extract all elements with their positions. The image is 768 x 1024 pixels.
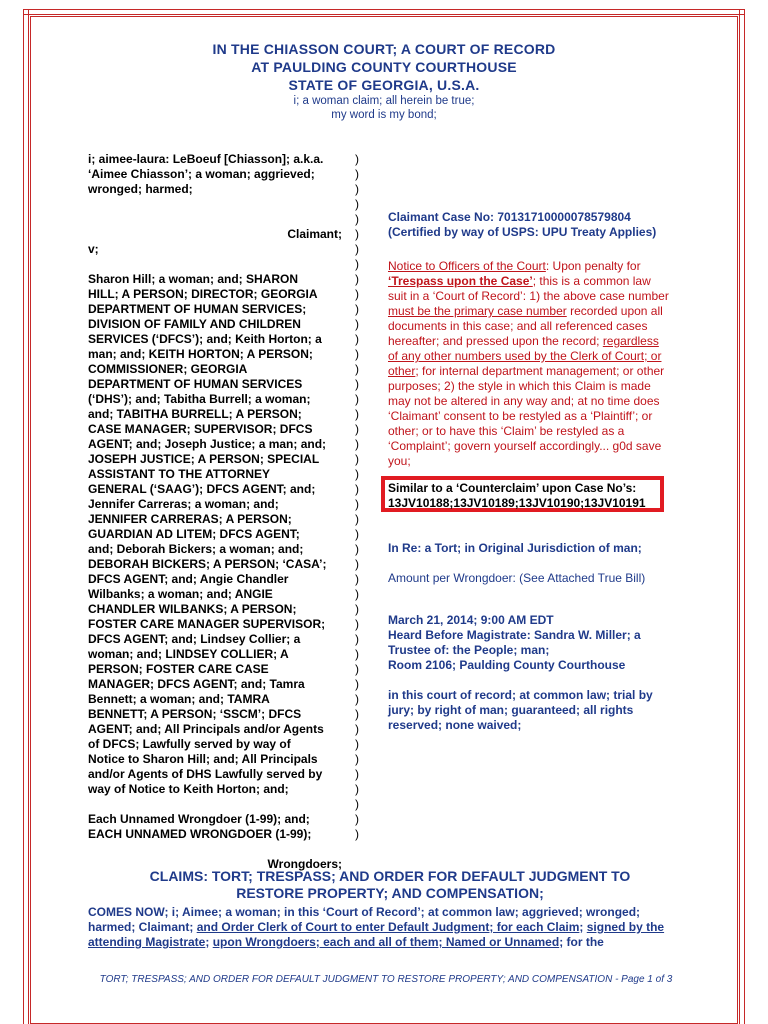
hearing-section — [388, 613, 673, 733]
notice-trespass: ‘Trespass upon the Case’ — [388, 274, 533, 288]
claimant-label: Claimant; — [287, 227, 342, 241]
paren-mark: ) — [355, 797, 359, 811]
paren-mark: ) — [355, 467, 359, 481]
comes-now-text: ; — [205, 935, 213, 949]
counterclaim-text — [388, 481, 678, 511]
paren-mark: ) — [355, 227, 359, 241]
paren-mark: ) — [355, 617, 359, 631]
amount-line: Amount per Wrongdoer: (See Attached True Bill) — [388, 571, 646, 585]
wrongdoer-line: GUARDIAN AD LITEM; DFCS AGENT; — [88, 527, 300, 541]
wrongdoer-line: Bennett; a woman; and; TAMRA — [88, 692, 270, 706]
comes-now-text: COMES NOW; i; Aimee; a woman; in this ‘Court of Record’; at common law; aggrieved; wronged; harmed; Claimant; — [88, 905, 641, 934]
wrongdoer-line: GENERAL (‘SAAG’); DFCS AGENT; and; — [88, 482, 316, 496]
wrongdoer-line: and/or Agents of DHS Lawfully served by — [88, 767, 323, 781]
hearing-trustee: Trustee of: the People; man; — [388, 643, 550, 657]
notice-emphasis: must be the primary case number — [388, 304, 567, 318]
paren-mark: ) — [355, 482, 359, 496]
paren-mark: ) — [355, 767, 359, 781]
wrongdoer-line: COMMISSIONER; GEORGIA — [88, 362, 248, 376]
notice-text: : Upon penalty for — [545, 259, 641, 273]
wrongdoer-line: AGENT; and; Joseph Justice; a man; and; — [88, 437, 327, 451]
claims-title-line-1: CLAIMS: TORT; TRESPASS; AND ORDER FOR DEFAULT JUDGMENT TO — [149, 868, 631, 884]
paren-mark: ) — [355, 452, 359, 466]
wrongdoer-line: BENNETT; A PERSON; ‘SSCM’; DFCS — [88, 707, 302, 721]
wrongdoers-label: Wrongdoers; — [267, 857, 342, 871]
hearing-room: Room 2106; Paulding County Courthouse — [388, 658, 626, 672]
paren-mark: ) — [355, 542, 359, 556]
court-title-line-1: IN THE CHIASSON COURT; A COURT OF RECORD — [212, 41, 556, 57]
comes-now-emphasis: and Order Clerk of Court to enter Default Judgment; for each Claim — [196, 920, 580, 934]
top-border — [23, 9, 745, 15]
wrongdoer-line: of DFCS; Lawfully served by way of — [88, 737, 291, 751]
wrongdoer-line: man; and; KEITH HORTON; A PERSON; — [88, 347, 313, 361]
wrongdoer-line: Wilbanks; a woman; and; ANGIE — [88, 587, 273, 601]
paren-mark: ) — [355, 722, 359, 736]
notice-text: recorded upon all documents in this case; and all referenced cases hereafter; and pressed upon the record; — [388, 304, 663, 348]
notice-text: ; for internal department management; or other purposes; 2) the style in which this Claim is made may not be altered in any way and; at no time does ‘Claimant’ consent to be restyled as a ‘Plaintiff’; or other; or to have this ‘Claim’ be restyled as a ‘Complaint’; govern yourself accordingly... g0d save you; — [388, 364, 665, 468]
counterclaim-line-2: 13JV10188;13JV10189;13JV10190;13JV10191 — [388, 496, 646, 510]
wrongdoer-line: MANAGER; DFCS AGENT; and; Tamra — [88, 677, 305, 691]
wrongdoer-line: JOSEPH JUSTICE; A PERSON; SPECIAL — [88, 452, 320, 466]
court-subtitle-line-1: i; a woman claim; all herein be true; — [293, 95, 475, 107]
wrongdoer-line: JENNIFER CARRERAS; A PERSON; — [88, 512, 292, 526]
paren-mark: ) — [355, 362, 359, 376]
unnamed-line: Each Unnamed Wrongdoer (1-99); and; — [88, 812, 310, 826]
hearing-rights: in this court of record; at common law; trial by jury; by right of man; guaranteed; all rights reserved; none waived; — [388, 688, 653, 732]
paren-mark: ) — [355, 347, 359, 361]
paren-mark: ) — [355, 527, 359, 541]
claimant-line: wronged; harmed; — [88, 182, 193, 196]
paren-mark: ) — [355, 182, 359, 196]
paren-mark: ) — [355, 422, 359, 436]
paren-mark: ) — [355, 272, 359, 286]
versus-label: v; — [88, 242, 99, 256]
paren-mark: ) — [355, 287, 359, 301]
wrongdoer-line: CASE MANAGER; SUPERVISOR; DFCS — [88, 422, 313, 436]
left-border — [23, 9, 29, 1024]
wrongdoer-line: Jennifer Carreras; a woman; and; — [88, 497, 279, 511]
in-re-line: In Re: a Tort; in Original Jurisdiction of man; — [388, 541, 642, 555]
wrongdoer-line: Sharon Hill; a woman; and; SHARON — [88, 272, 299, 286]
case-info-column — [388, 210, 678, 469]
counterclaim-line-1: Similar to a ‘Counterclaim’ upon Case No’s: — [388, 481, 637, 495]
claims-title — [80, 868, 700, 902]
paren-mark: ) — [355, 737, 359, 751]
notice-emphasis: regardless of any other numbers used by the Clerk of Court; or other — [388, 334, 662, 378]
paren-mark: ) — [355, 242, 359, 256]
wrongdoer-line: PERSON; FOSTER CARE CASE — [88, 662, 269, 676]
paren-mark: ) — [355, 812, 359, 826]
comes-now-emphasis: upon Wrongdoers; each and all of them; Named or Unnamed — [212, 935, 560, 949]
paren-mark: ) — [355, 782, 359, 796]
paren-mark: ) — [355, 302, 359, 316]
certified-note: (Certified by way of USPS: UPU Treaty Applies) — [388, 225, 657, 239]
paren-mark: ) — [355, 257, 359, 271]
wrongdoer-line: Notice to Sharon Hill; and; All Principals — [88, 752, 318, 766]
paren-mark: ) — [355, 497, 359, 511]
paren-mark: ) — [355, 827, 359, 841]
comes-now-text: ; for the — [559, 935, 604, 949]
paren-mark: ) — [355, 632, 359, 646]
wrongdoer-line: AGENT; and; All Principals and/or Agents — [88, 722, 324, 736]
wrongdoer-line: DEPARTMENT OF HUMAN SERVICES — [88, 377, 303, 391]
paren-mark: ) — [355, 677, 359, 691]
paren-column — [355, 152, 365, 842]
paren-mark: ) — [355, 692, 359, 706]
paren-mark: ) — [355, 377, 359, 391]
wrongdoer-line: way of Notice to Keith Horton; and; — [88, 782, 289, 796]
paren-mark: ) — [355, 167, 359, 181]
claimant-line: ‘Aimee Chiasson’; a woman; aggrieved; — [88, 167, 315, 181]
wrongdoer-line: HILL; A PERSON; DIRECTOR; GEORGIA — [88, 287, 318, 301]
wrongdoer-line: DFCS AGENT; and; Angie Chandler — [88, 572, 289, 586]
paren-mark: ) — [355, 602, 359, 616]
paren-mark: ) — [355, 557, 359, 571]
wrongdoer-line: (‘DHS’); and; Tabitha Burrell; a woman; — [88, 392, 311, 406]
court-title-line-3: STATE OF GEORGIA, U.S.A. — [288, 77, 480, 93]
paren-mark: ) — [355, 512, 359, 526]
paren-mark: ) — [355, 152, 359, 166]
wrongdoer-line: SERVICES (‘DFCS’); and; Keith Horton; a — [88, 332, 322, 346]
notice-text: ; this is a common law suit in a ‘Court of Record’: 1) the above case number — [388, 274, 669, 303]
case-number: Claimant Case No: 70131710000078579804 — [388, 210, 631, 224]
wrongdoer-line: and; TABITHA BURRELL; A PERSON; — [88, 407, 302, 421]
comes-now-emphasis: signed by the attending Magistrate — [88, 920, 665, 949]
paren-mark: ) — [355, 197, 359, 211]
paren-mark: ) — [355, 707, 359, 721]
paren-mark: ) — [355, 392, 359, 406]
paren-mark: ) — [355, 587, 359, 601]
comes-now-text: ; — [579, 920, 587, 934]
notice-title: Notice to Officers of the Court — [388, 259, 546, 273]
right-border — [739, 9, 745, 1024]
paren-mark: ) — [355, 437, 359, 451]
paren-mark: ) — [355, 662, 359, 676]
comes-now-paragraph — [88, 905, 688, 950]
paren-mark: ) — [355, 332, 359, 346]
page-footer: TORT; TRESPASS; AND ORDER FOR DEFAULT JUDGMENT TO RESTORE PROPERTY; AND COMPENSATION - Page 1 of 3 — [99, 974, 673, 985]
claims-title-line-2: RESTORE PROPERTY; AND COMPENSATION; — [236, 885, 544, 901]
wrongdoer-line: DEBORAH BICKERS; A PERSON; ‘CASA’; — [88, 557, 327, 571]
wrongdoer-line: DEPARTMENT OF HUMAN SERVICES; — [88, 302, 307, 316]
wrongdoer-line: DIVISION OF FAMILY AND CHILDREN — [88, 317, 301, 331]
wrongdoer-line: woman; and; LINDSEY COLLIER; A — [88, 647, 289, 661]
paren-mark: ) — [355, 212, 359, 226]
unnamed-line: EACH UNNAMED WRONGDOER (1-99); — [88, 827, 312, 841]
paren-mark: ) — [355, 752, 359, 766]
court-header — [36, 40, 732, 122]
wrongdoer-line: DFCS AGENT; and; Lindsey Collier; a — [88, 632, 301, 646]
notice-paragraph — [388, 259, 670, 469]
wrongdoer-line: FOSTER CARE MANAGER SUPERVISOR; — [88, 617, 326, 631]
hearing-date: March 21, 2014; 9:00 AM EDT — [388, 613, 554, 627]
court-subtitle-line-2: my word is my bond; — [331, 109, 437, 121]
wrongdoer-list — [88, 272, 350, 797]
paren-mark: ) — [355, 407, 359, 421]
paren-mark: ) — [355, 317, 359, 331]
wrongdoer-line: CHANDLER WILBANKS; A PERSON; — [88, 602, 297, 616]
court-title-line-2: AT PAULDING COUNTY COURTHOUSE — [251, 59, 517, 75]
wrongdoer-line: and; Deborah Bickers; a woman; and; — [88, 542, 304, 556]
paren-mark: ) — [355, 647, 359, 661]
parties-column — [88, 152, 350, 872]
hearing-magistrate: Heard Before Magistrate: Sandra W. Miller; a — [388, 628, 641, 642]
paren-mark: ) — [355, 572, 359, 586]
claimant-line: i; aimee-laura: LeBoeuf [Chiasson]; a.k.a. — [88, 152, 324, 166]
tort-section — [388, 541, 678, 586]
wrongdoer-line: ASSISTANT TO THE ATTORNEY — [88, 467, 271, 481]
